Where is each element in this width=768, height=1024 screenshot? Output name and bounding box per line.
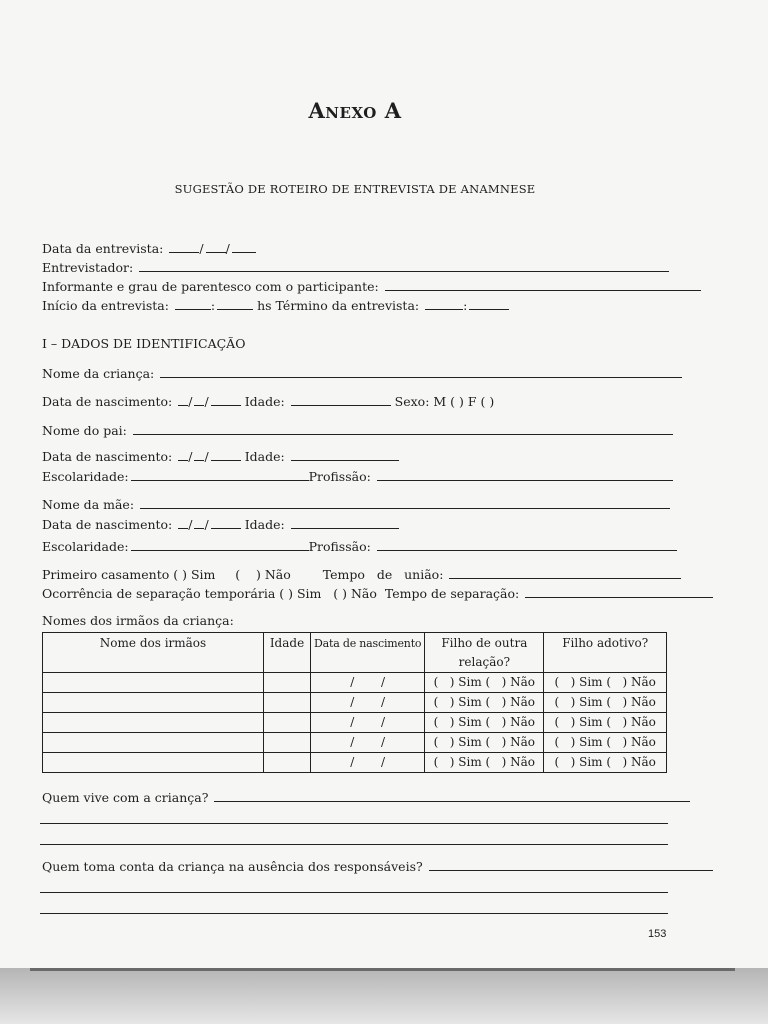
separation-row <box>42 585 713 601</box>
profession-label: Profissão: <box>308 469 371 484</box>
child-age-field[interactable] <box>291 393 391 406</box>
col-other-relation <box>425 633 544 673</box>
lives-with-field[interactable] <box>214 789 690 802</box>
birth-label: Data de nascimento: <box>42 517 173 532</box>
page-number: 153 <box>648 928 667 940</box>
section-heading: I – DADOS DE IDENTIFICAÇÃO <box>42 336 246 351</box>
mother-education-row <box>42 538 677 554</box>
lives-with-question: Quem vive com a criança? <box>42 790 209 805</box>
caretaker-row <box>42 858 713 874</box>
date-separator: / <box>204 517 209 532</box>
father-birth-day-field[interactable] <box>178 448 188 461</box>
table-header-row <box>43 633 667 673</box>
age-label: Idade: <box>244 517 285 532</box>
table-row <box>43 693 667 713</box>
sibling-birth-cell[interactable]: / / <box>311 673 425 693</box>
col-other-relation-line1: Filho de outra <box>441 636 528 650</box>
date-separator: / <box>204 449 209 464</box>
date-separator: / <box>225 241 230 256</box>
interview-year-field[interactable] <box>232 240 256 253</box>
time-separator: : <box>210 298 216 313</box>
lives-with-row <box>42 789 690 805</box>
other-relation-choice[interactable]: ( ) Sim ( ) Não <box>425 673 544 693</box>
table-row <box>43 753 667 773</box>
informant-row <box>42 278 701 294</box>
mother-birth-year-field[interactable] <box>211 516 241 529</box>
end-hour-field[interactable] <box>425 297 463 310</box>
document-subtitle: SUGESTÃO DE ROTEIRO DE ENTREVISTA DE ANAMNESE <box>174 182 536 196</box>
father-age-field[interactable] <box>291 448 399 461</box>
interview-date-row <box>42 240 256 256</box>
time-separator: : <box>463 298 468 313</box>
table-row <box>43 673 667 693</box>
first-marriage-options[interactable]: Primeiro casamento ( ) Sim ( ) Não <box>42 567 291 582</box>
interviewer-row <box>42 259 669 275</box>
answer-line[interactable] <box>40 913 668 914</box>
interview-time-row <box>42 297 509 313</box>
separation-time-field[interactable] <box>525 585 713 598</box>
father-profession-field[interactable] <box>377 468 673 481</box>
date-separator: / <box>204 394 209 409</box>
father-birth-month-field[interactable] <box>194 448 204 461</box>
informant-field[interactable] <box>385 278 701 291</box>
separation-options[interactable]: Ocorrência de separação temporária ( ) Sim ( ) Não Tempo de separação: <box>42 586 520 601</box>
other-relation-choice[interactable]: ( ) Sim ( ) Não <box>425 713 544 733</box>
caretaker-question: Quem toma conta da criança na ausência dos responsáveis? <box>42 859 423 874</box>
child-birth-row <box>42 393 494 409</box>
birth-day-field[interactable] <box>178 393 188 406</box>
col-birth-date: Data de nascimento <box>311 633 425 673</box>
siblings-label: Nomes dos irmãos da criança: <box>42 613 234 628</box>
adopted-choice[interactable]: ( ) Sim ( ) Não <box>544 733 667 753</box>
col-other-relation-line2: relação? <box>458 655 511 669</box>
page-title: Anexo A <box>308 98 402 123</box>
adopted-choice[interactable]: ( ) Sim ( ) Não <box>544 693 667 713</box>
sibling-name-cell[interactable] <box>43 753 264 773</box>
date-separator: / <box>199 241 204 256</box>
informant-label: Informante e grau de parentesco com o participante: <box>42 279 379 294</box>
father-name-field[interactable] <box>133 422 673 435</box>
adopted-choice[interactable]: ( ) Sim ( ) Não <box>544 673 667 693</box>
child-name-label: Nome da criança: <box>42 366 155 381</box>
child-name-field[interactable] <box>160 365 682 378</box>
start-minute-field[interactable] <box>217 297 253 310</box>
father-birth-row <box>42 448 399 464</box>
end-label: hs Término da entrevista: <box>257 298 420 313</box>
col-age: Idade <box>264 633 311 673</box>
start-label: Início da entrevista: <box>42 298 169 313</box>
sex-options[interactable]: Sexo: M ( ) F ( ) <box>394 394 495 409</box>
interview-month-field[interactable] <box>206 240 226 253</box>
other-relation-choice[interactable]: ( ) Sim ( ) Não <box>425 733 544 753</box>
mother-birth-month-field[interactable] <box>194 516 204 529</box>
date-separator: / <box>188 517 193 532</box>
adopted-choice[interactable]: ( ) Sim ( ) Não <box>544 753 667 773</box>
answer-line[interactable] <box>40 823 668 824</box>
birth-year-field[interactable] <box>211 393 241 406</box>
date-separator: / <box>188 394 193 409</box>
sibling-birth-cell[interactable]: / / <box>311 693 425 713</box>
profession-label: Profissão: <box>308 539 371 554</box>
mother-profession-field[interactable] <box>377 538 677 551</box>
adopted-choice[interactable]: ( ) Sim ( ) Não <box>544 713 667 733</box>
table-row <box>43 713 667 733</box>
sibling-age-cell[interactable] <box>264 693 311 713</box>
sibling-birth-cell[interactable]: / / <box>311 733 425 753</box>
union-time-field[interactable] <box>449 566 681 579</box>
education-label: Escolaridade: <box>42 539 129 554</box>
mother-birth-row <box>42 516 399 532</box>
sibling-name-cell[interactable] <box>43 693 264 713</box>
child-name-row <box>42 365 682 381</box>
age-label: Idade: <box>244 394 285 409</box>
birth-label: Data de nascimento: <box>42 394 173 409</box>
answer-line[interactable] <box>40 892 668 893</box>
father-education-field[interactable] <box>131 468 309 481</box>
sibling-name-cell[interactable] <box>43 733 264 753</box>
interview-date-label: Data da entrevista: <box>42 241 164 256</box>
other-relation-choice[interactable]: ( ) Sim ( ) Não <box>425 753 544 773</box>
mother-education-field[interactable] <box>131 538 309 551</box>
col-sibling-name: Nome dos irmãos <box>43 633 264 673</box>
father-name-row <box>42 422 673 438</box>
sibling-name-cell[interactable] <box>43 673 264 693</box>
end-minute-field[interactable] <box>469 297 509 310</box>
siblings-table <box>42 632 667 773</box>
birth-month-field[interactable] <box>194 393 204 406</box>
sibling-age-cell[interactable] <box>264 673 311 693</box>
other-relation-choice[interactable]: ( ) Sim ( ) Não <box>425 693 544 713</box>
sibling-birth-cell[interactable]: / / <box>311 713 425 733</box>
birth-label: Data de nascimento: <box>42 449 173 464</box>
union-time-label: Tempo de união: <box>322 567 444 582</box>
sibling-birth-cell[interactable]: / / <box>311 753 425 773</box>
col-adopted: Filho adotivo? <box>544 633 667 673</box>
father-label: Nome do pai: <box>42 423 127 438</box>
mother-age-field[interactable] <box>291 516 399 529</box>
interviewer-field[interactable] <box>139 259 669 272</box>
date-separator: / <box>188 449 193 464</box>
page-edge-line <box>30 968 735 971</box>
interviewer-label: Entrevistador: <box>42 260 134 275</box>
mother-name-field[interactable] <box>140 496 670 509</box>
marriage-row <box>42 566 681 582</box>
sibling-age-cell[interactable] <box>264 753 311 773</box>
interview-day-field[interactable] <box>169 240 199 253</box>
scan-bottom-shadow <box>0 968 768 1024</box>
mother-birth-day-field[interactable] <box>178 516 188 529</box>
sibling-age-cell[interactable] <box>264 733 311 753</box>
father-birth-year-field[interactable] <box>211 448 241 461</box>
sibling-age-cell[interactable] <box>264 713 311 733</box>
education-label: Escolaridade: <box>42 469 129 484</box>
caretaker-field[interactable] <box>429 858 713 871</box>
age-label: Idade: <box>244 449 285 464</box>
sibling-name-cell[interactable] <box>43 713 264 733</box>
table-row <box>43 733 667 753</box>
mother-name-row <box>42 496 670 512</box>
answer-line[interactable] <box>40 844 668 845</box>
father-education-row <box>42 468 673 484</box>
start-hour-field[interactable] <box>175 297 211 310</box>
mother-label: Nome da mãe: <box>42 497 135 512</box>
